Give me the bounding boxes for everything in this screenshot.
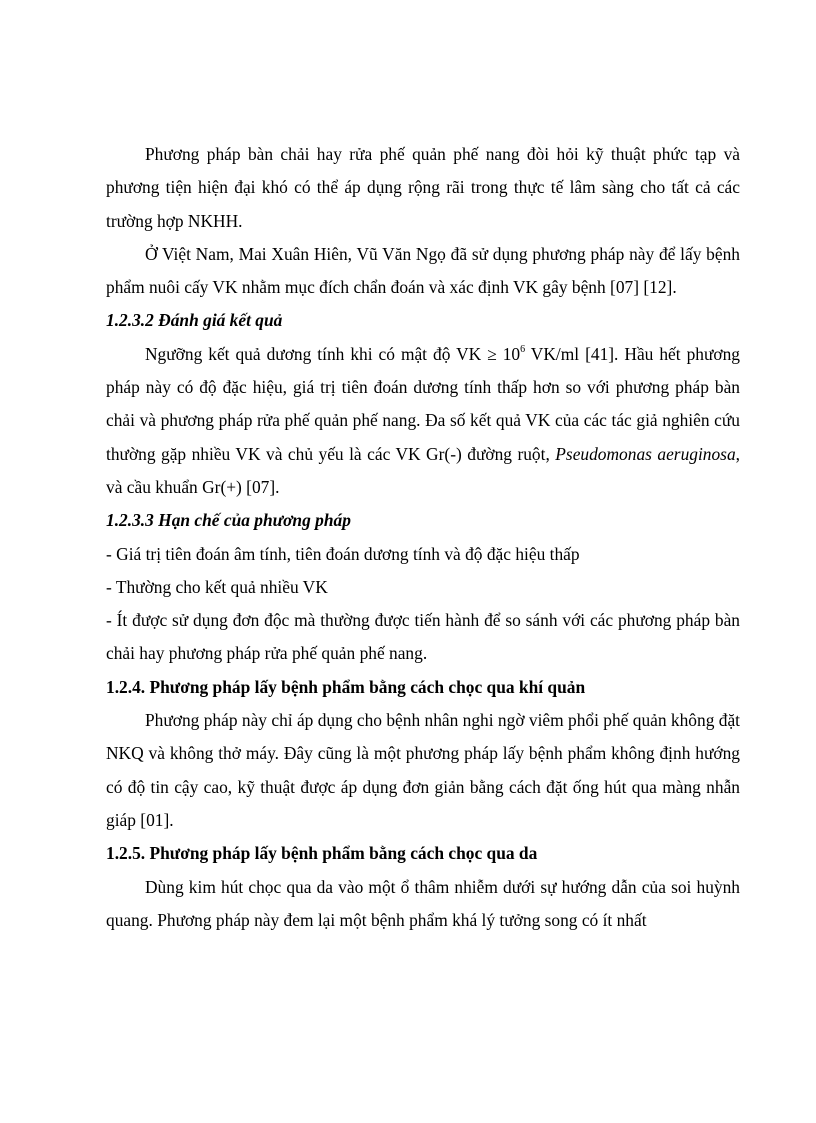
paragraph-result-evaluation-text-a: Ngưỡng kết quả dương tính khi có mật độ VK ≥ 10 — [145, 343, 521, 364]
paragraph-result-evaluation-text-c: , và cầu khuẩn Gr(+) [07]. — [106, 443, 741, 497]
paragraph-result-evaluation-text-b: VK/ml [41]. Hầu hết phương pháp này có độ đặc hiệu, giá trị tiên đoán dương tính thấp hơn so với phương pháp bàn chải và phương pháp rửa phế quản phế nang. Đa số kết quả VK của các tác giả nghiên cứu thường gặp nhiều VK và chủ yếu là các VK Gr(-) đường ruột, — [106, 343, 740, 464]
superscript-exponent: 6 — [520, 343, 526, 355]
heading-1-2-3-3: 1.2.3.3 Hạn chế của phương pháp — [106, 510, 351, 531]
species-name: Pseudomonas aeruginosa — [555, 443, 736, 464]
list-item: - Ít được sử dụng đơn độc mà thường được tiến hành để so sánh với các phương pháp bàn chải hay phương pháp rửa phế quản phế nang. — [106, 610, 740, 664]
list-item: - Giá trị tiên đoán âm tính, tiên đoán dương tính và độ đặc hiệu thấp — [106, 543, 580, 564]
document-page — [106, 138, 740, 937]
paragraph-vietnam-studies: Ở Việt Nam, Mai Xuân Hiên, Vũ Văn Ngọ đã sử dụng phương pháp này để lấy bệnh phẩm nuôi cấy VK nhằm mục đích chẩn đoán và xác định VK gây bệnh [07] [12]. — [106, 243, 740, 298]
heading-1-2-3-2: 1.2.3.2 Đánh giá kết quả — [106, 310, 283, 331]
paragraph-result-evaluation — [106, 338, 740, 504]
list-item: - Thường cho kết quả nhiều VK — [106, 576, 328, 597]
heading-1-2-4: 1.2.4. Phương pháp lấy bệnh phẩm bằng cách chọc qua khí quản — [106, 676, 586, 697]
paragraph-tracheal-puncture: Phương pháp này chỉ áp dụng cho bệnh nhân nghi ngờ viêm phổi phế quản không đặt NKQ và không thở máy. Đây cũng là một phương pháp lấy bệnh phẩm không định hướng có độ tin cậy cao, kỹ thuật được áp dụng đơn giản bằng cách đặt ống hút qua màng nhẫn giáp [01]. — [106, 710, 740, 830]
paragraph-brush-method: Phương pháp bàn chải hay rửa phế quản phế nang đòi hỏi kỹ thuật phức tạp và phương tiện hiện đại khó có thể áp dụng rộng rãi trong thực tế lâm sàng cho tất cả các trường hợp NKHH. — [106, 144, 740, 231]
paragraph-skin-puncture: Dùng kim hút chọc qua da vào một ổ thâm nhiễm dưới sự hướng dẫn của soi huỳnh quang. Phương pháp này đem lại một bệnh phẩm khá lý tưởng song có ít nhất — [106, 876, 740, 930]
heading-1-2-5: 1.2.5. Phương pháp lấy bệnh phẩm bằng cách chọc qua da — [106, 843, 538, 864]
